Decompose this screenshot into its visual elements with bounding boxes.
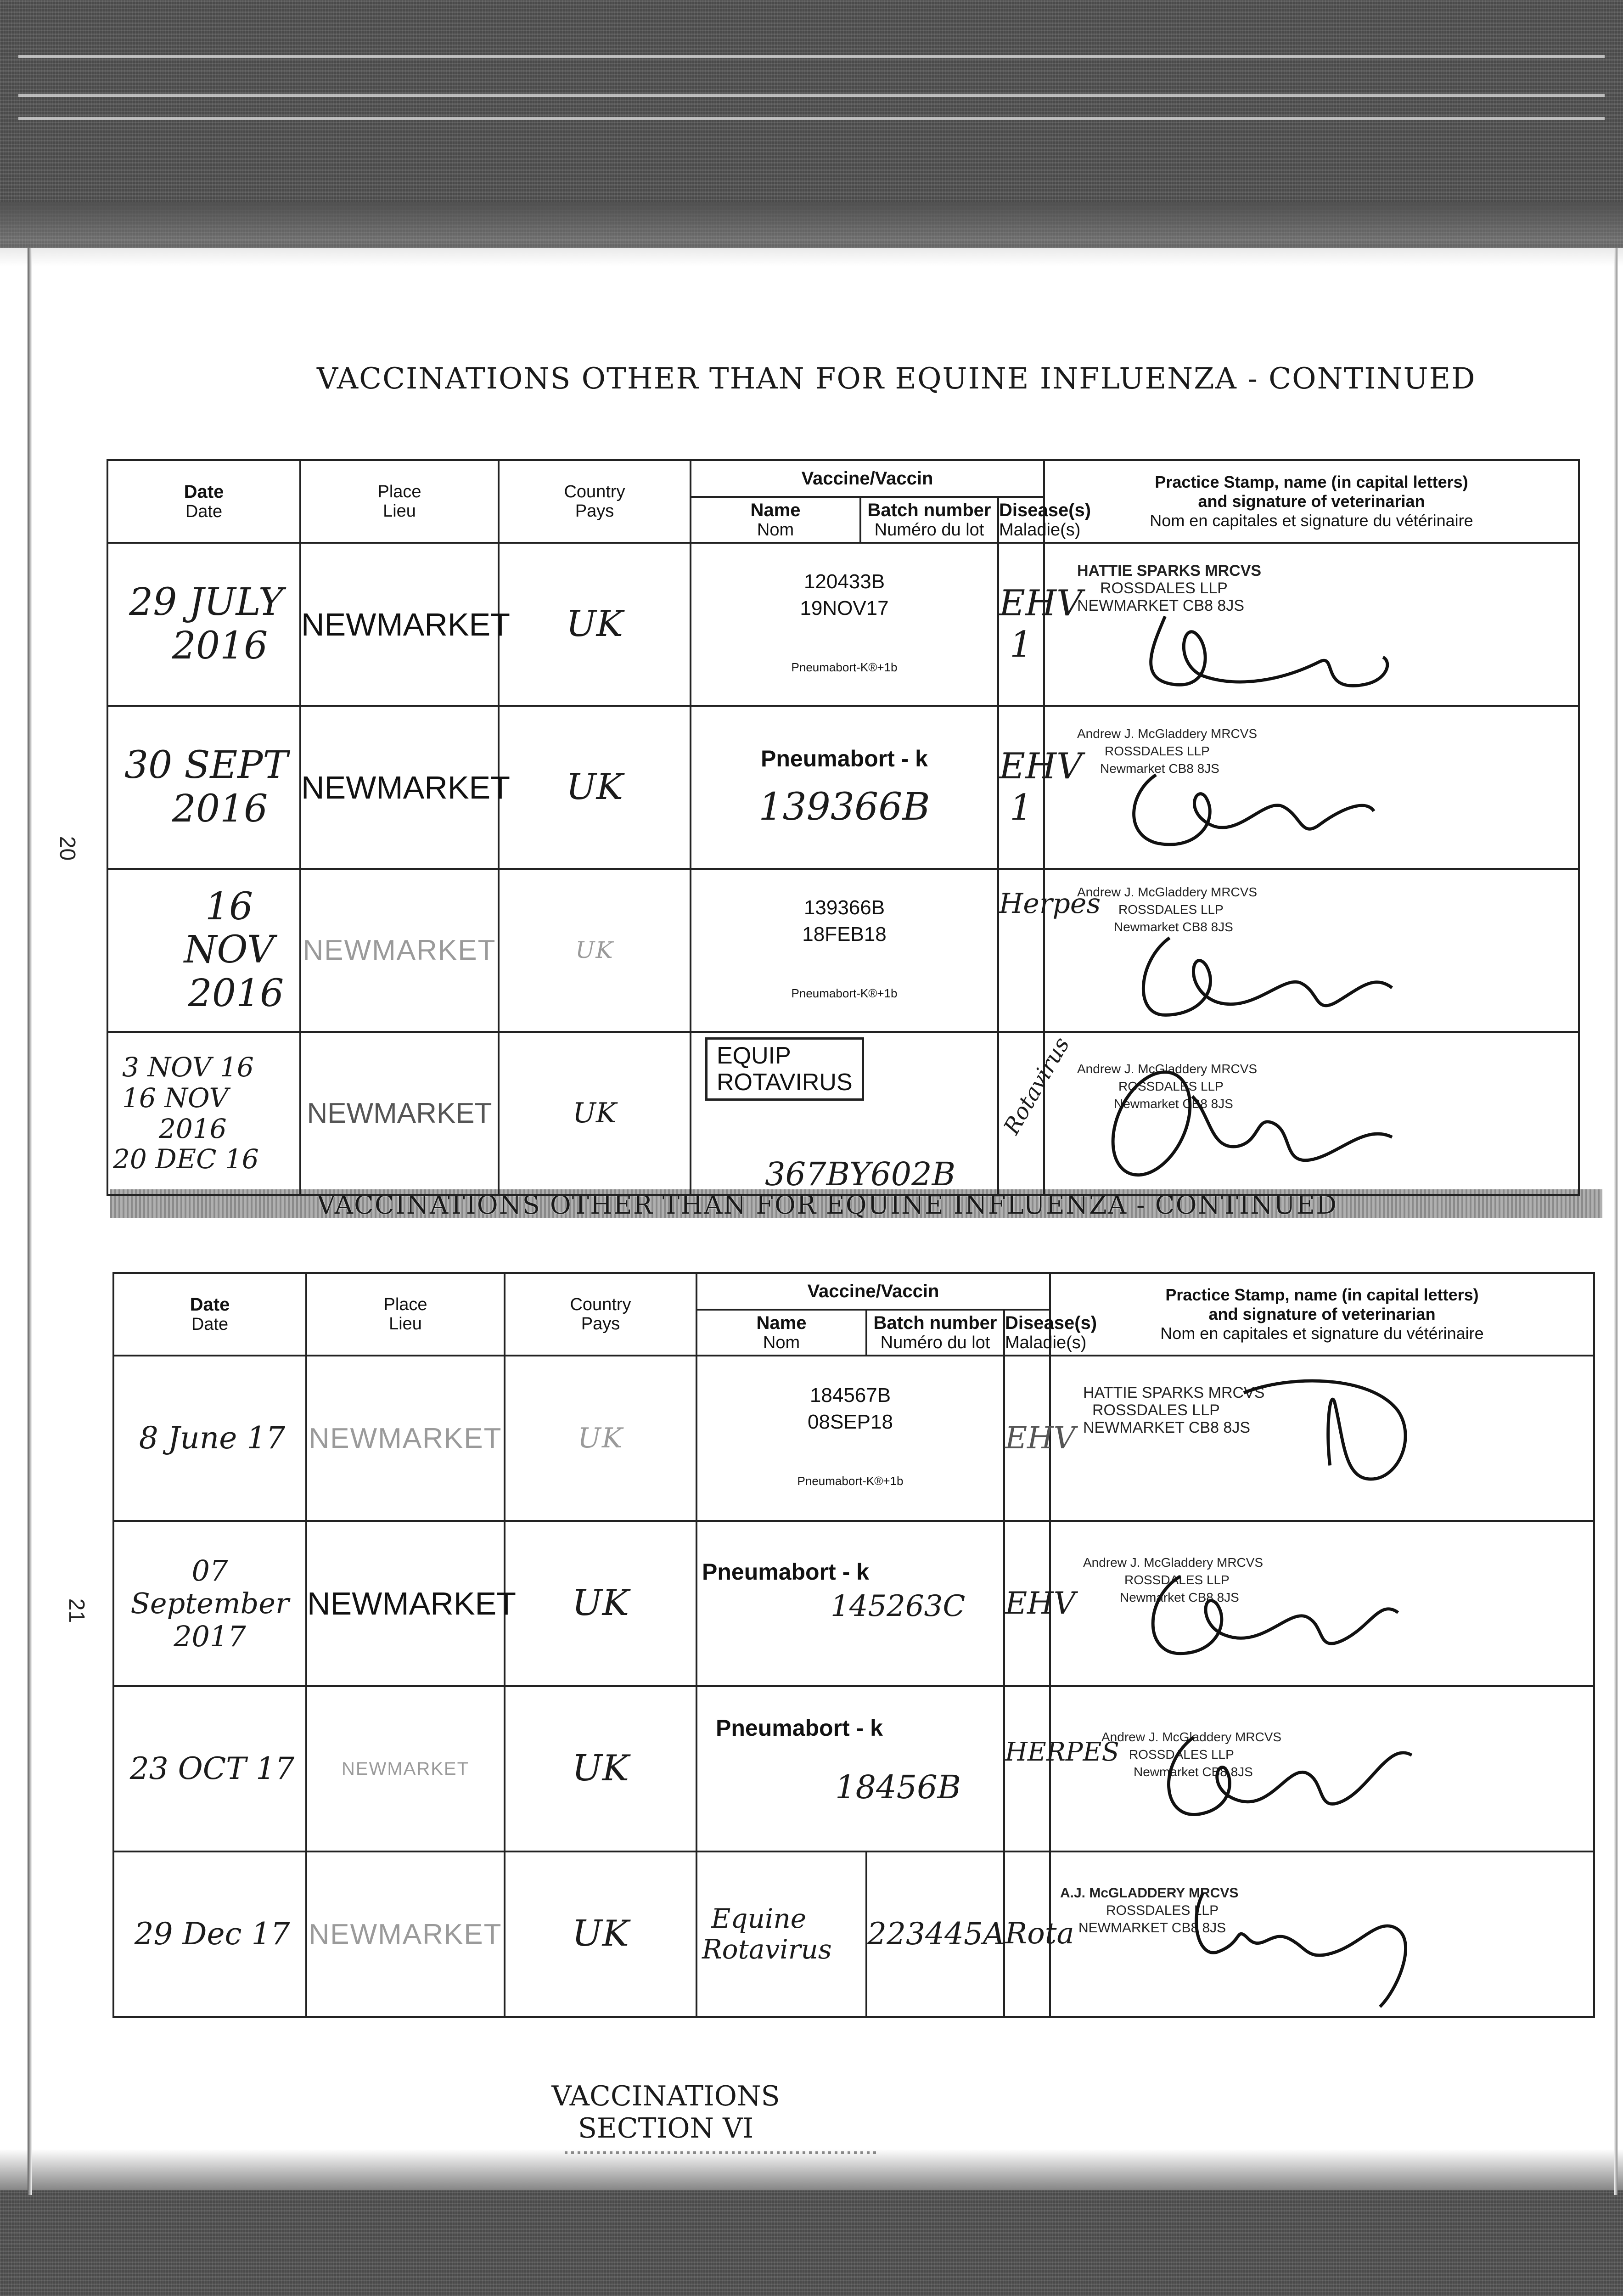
batch-number: 367BY602B: [765, 1155, 956, 1193]
page-right-edge: [1614, 248, 1617, 2195]
vaccination-table-top: [107, 459, 1580, 1196]
table-row: [113, 1356, 1594, 1521]
table-row: [107, 1032, 1579, 1195]
vet-stamp: Andrew J. McGladdery MRCVS ROSSDALES LLP Newmarket CB8 8JS: [1101, 1730, 1282, 1779]
batch-sticker: 184567B 08SEP18 Pneumabort-K®+1b: [797, 1384, 904, 1488]
table-row: [113, 1521, 1594, 1686]
table-row: [113, 1851, 1594, 2017]
vet-stamp: A.J. McGLADDERY MRCVS ROSSDALES LLP NEWMARKET CB8 8JS: [1060, 1885, 1239, 1936]
country-cell: UK: [499, 1032, 691, 1195]
header-practice: Practice Stamp, name (in capital letters) and signature of veterinarian Nom en capitales et signature du vétérinaire: [1050, 1273, 1594, 1356]
disease-cell: EHV: [1004, 1521, 1050, 1686]
header-vaccine: Vaccine/Vaccin: [691, 460, 1044, 497]
table-row: [107, 706, 1579, 869]
header-place: Place Lieu: [306, 1273, 505, 1356]
disease-cell: Rota: [1004, 1851, 1050, 2017]
place-cell: NEWMARKET: [300, 1032, 499, 1195]
batch-label-cell: [696, 1356, 1004, 1521]
batch-number: 18456B: [835, 1768, 961, 1806]
vet-signature: [1051, 1356, 1593, 1520]
vet-stamp: Andrew J. McGladdery MRCVS ROSSDALES LLP Newmarket CB8 8JS: [1083, 1555, 1264, 1604]
vaccine-name: Pneumabort - k: [761, 746, 928, 772]
place-cell: NEWMARKET: [306, 1521, 505, 1686]
vet-stamp-cell: [1050, 1851, 1594, 2017]
place-cell: NEWMARKET: [300, 706, 499, 869]
vet-stamp-cell: [1050, 1356, 1594, 1521]
place-cell: NEWMARKET: [300, 543, 499, 706]
batch-number: 223445A: [866, 1851, 1004, 2017]
disease-cell: EHV 1: [998, 706, 1044, 869]
batch-sticker: 139366B 18FEB18 Pneumabort-K®+1b: [791, 896, 898, 1000]
country-cell: UK: [505, 1356, 696, 1521]
disease-cell: EHV 1: [998, 543, 1044, 706]
table-row: [107, 869, 1579, 1032]
page-left-edge: [28, 248, 32, 2195]
date-cell: 07 September 2017: [113, 1521, 306, 1686]
vaccination-table-bottom: [112, 1272, 1595, 2018]
country-cell: UK: [505, 1521, 696, 1686]
date-cell: 8 June 17: [113, 1356, 306, 1521]
scan-bottom-band: [0, 2190, 1623, 2296]
place-cell: NEWMARKET: [306, 1686, 505, 1851]
vet-stamp-cell: [1044, 869, 1579, 1032]
vet-signature: [1045, 1033, 1578, 1194]
scan-top-fade: [0, 202, 1623, 266]
country-cell: UK: [505, 1686, 696, 1851]
header-disease: Disease(s) Maladie(s): [1004, 1310, 1050, 1356]
header-country: Country Pays: [499, 460, 691, 543]
vaccine-name-stamp: EQUIP ROTAVIRUS: [705, 1037, 864, 1101]
vet-stamp-cell: [1044, 706, 1579, 869]
table-row: [107, 543, 1579, 706]
vaccine-name: Pneumabort - k: [716, 1715, 883, 1741]
section-footer: VACCINATIONS SECTION VI: [551, 2080, 780, 2144]
date-cell: 23 OCT 17: [113, 1686, 306, 1851]
place-cell: NEWMARKET: [300, 869, 499, 1032]
vet-stamp: Andrew J. McGladdery MRCVS ROSSDALES LLP Newmarket CB8 8JS: [1077, 726, 1258, 776]
header-vaccine: Vaccine/Vaccin: [696, 1273, 1050, 1310]
vet-stamp: Andrew J. McGladdery MRCVS ROSSDALES LLP Newmarket CB8 8JS: [1077, 1062, 1258, 1111]
footer-dotted-line: [565, 2151, 877, 2154]
country-cell: UK: [499, 706, 691, 869]
batch-number: 145263C: [831, 1589, 966, 1623]
table-row: [113, 1686, 1594, 1851]
batch-number: 139366B: [758, 785, 930, 829]
date-cell: 30 SEPT 2016: [107, 706, 300, 869]
disease-cell: HERPES: [1004, 1686, 1050, 1851]
header-batch: Batch number Numéro du lot: [860, 497, 998, 543]
header-name: Name Nom: [691, 497, 860, 543]
vaccine-batch-cell: [696, 1521, 1004, 1686]
vaccine-name-cell: Equine Rotavirus: [696, 1851, 866, 2017]
vet-stamp: HATTIE SPARKS MRCVS ROSSDALES LLP NEWMARKET CB8 8JS: [1083, 1384, 1265, 1436]
header-batch: Batch number Numéro du lot: [866, 1310, 1004, 1356]
batch-label-cell: [691, 543, 998, 706]
place-cell: NEWMARKET: [306, 1356, 505, 1521]
date-cell: 29 Dec 17: [113, 1851, 306, 2017]
date-cell: 3 NOV 16 16 NOV 2016 20 DEC 16: [107, 1032, 300, 1195]
vet-stamp-cell: [1044, 543, 1579, 706]
batch-label-cell: [691, 869, 998, 1032]
vaccine-batch-cell: [691, 706, 998, 869]
disease-cell: Herpes: [998, 869, 1044, 1032]
page-number-20: 20: [55, 836, 80, 861]
header-date: Date Date: [113, 1273, 306, 1356]
vet-stamp-cell: [1044, 1032, 1579, 1195]
header-date: Date Date: [107, 460, 300, 543]
section-title-top: VACCINATIONS OTHER THAN FOR EQUINE INFLUENZA - CONTINUED: [317, 362, 1476, 396]
vaccine-name: Pneumabort - k: [702, 1559, 869, 1585]
vet-stamp: HATTIE SPARKS MRCVS ROSSDALES LLP NEWMARKET CB8 8JS: [1077, 562, 1262, 614]
vet-stamp-cell: [1050, 1521, 1594, 1686]
vaccine-batch-cell: [691, 1032, 998, 1195]
header-disease: Disease(s) Maladie(s): [998, 497, 1044, 543]
country-cell: UK: [499, 869, 691, 1032]
section-title-middle: VACCINATIONS OTHER THAN FOR EQUINE INFLUENZA - CONTINUED: [317, 1190, 1337, 1220]
header-country: Country Pays: [505, 1273, 696, 1356]
vet-stamp: Andrew J. McGladdery MRCVS ROSSDALES LLP Newmarket CB8 8JS: [1077, 885, 1258, 934]
disease-cell: Rotavirus: [998, 1032, 1044, 1195]
disease-cell: EHV: [1004, 1356, 1050, 1521]
place-cell: NEWMARKET: [306, 1851, 505, 2017]
header-practice: Practice Stamp, name (in capital letters) and signature of veterinarian Nom en capitales et signature du vétérinaire: [1044, 460, 1579, 543]
vaccine-batch-cell: [696, 1686, 1004, 1851]
country-cell: UK: [505, 1851, 696, 2017]
country-cell: UK: [499, 543, 691, 706]
page-number-21: 21: [64, 1598, 89, 1623]
header-place: Place Lieu: [300, 460, 499, 543]
batch-sticker: 120433B 19NOV17 Pneumabort-K®+1b: [791, 570, 898, 674]
date-cell: 16 NOV 2016: [107, 869, 300, 1032]
header-name: Name Nom: [696, 1310, 866, 1356]
vet-stamp-cell: [1050, 1686, 1594, 1851]
date-cell: 29 JULY 2016: [107, 543, 300, 706]
